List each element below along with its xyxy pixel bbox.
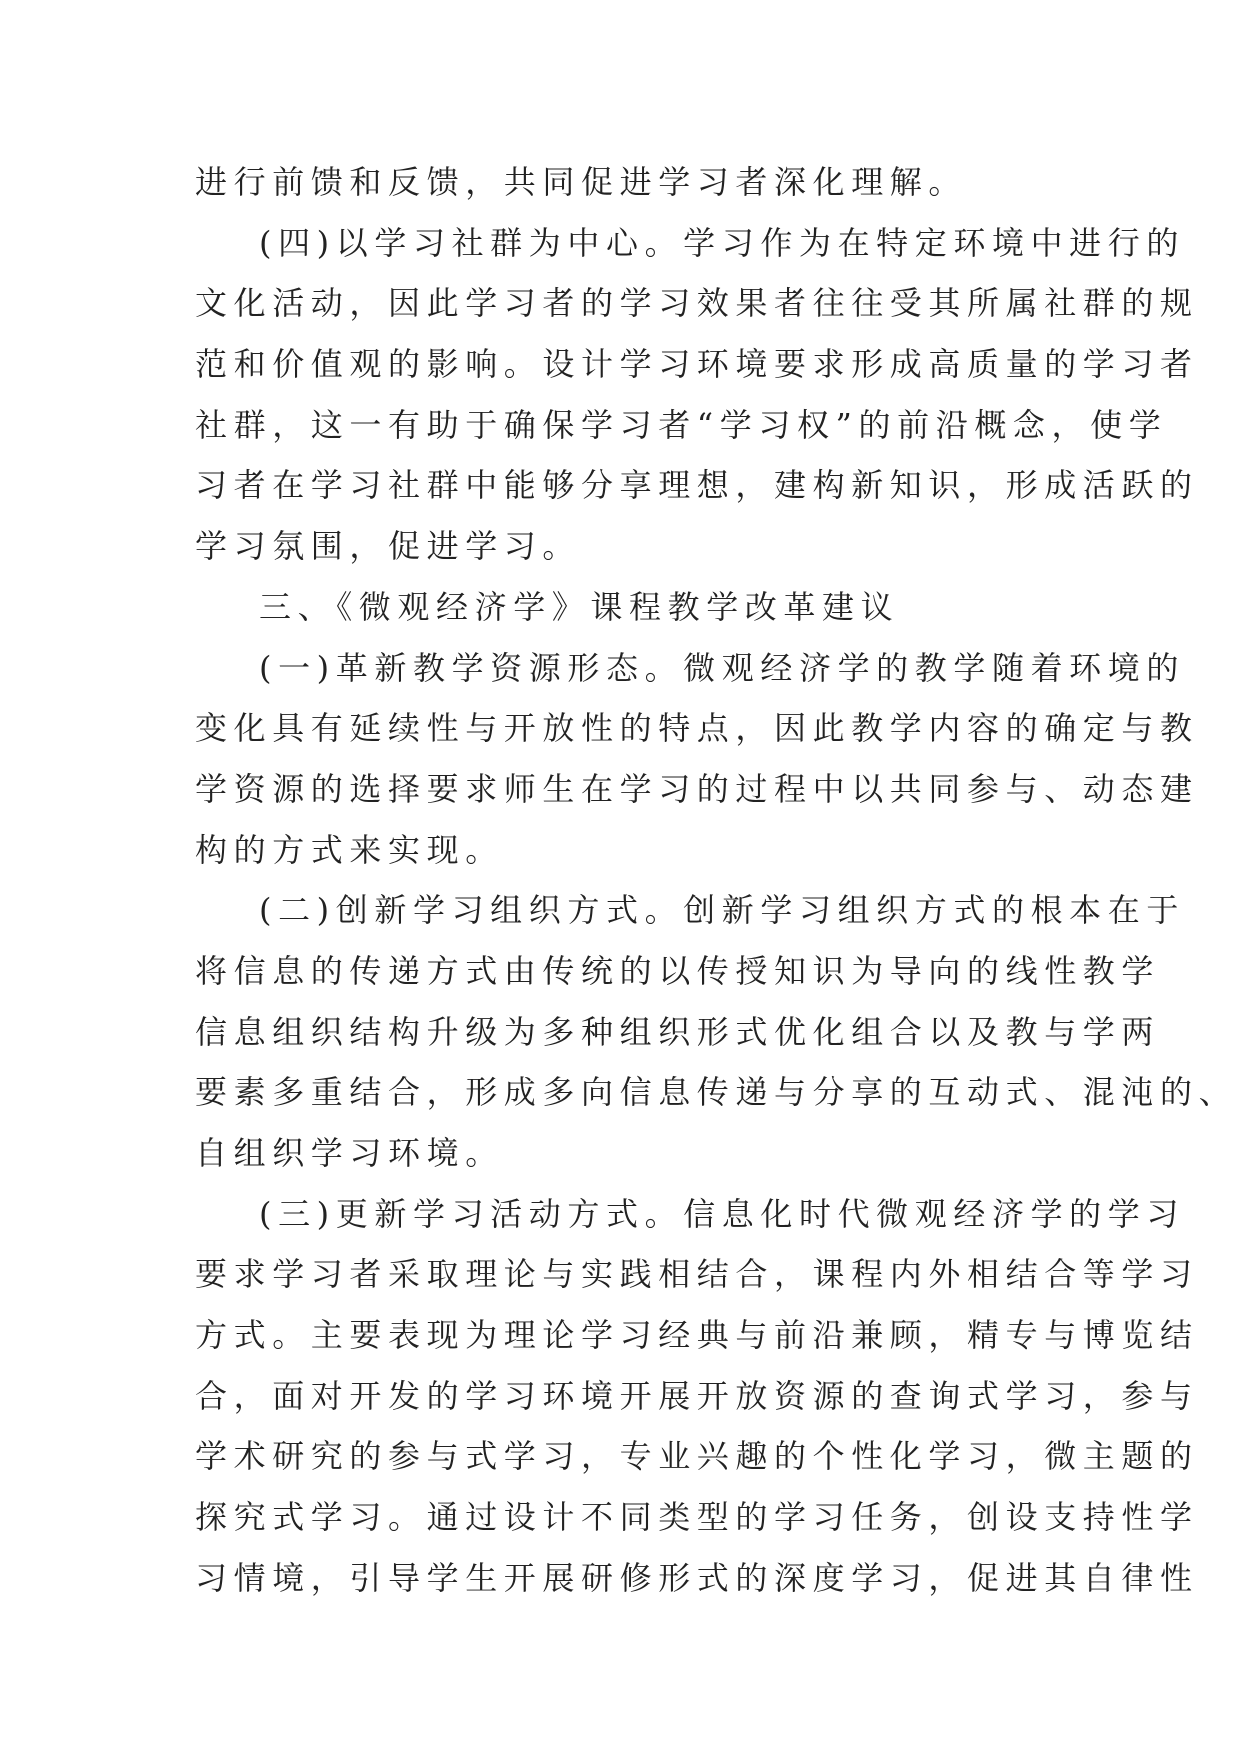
text-line: 要求学习者采取理论与实践相结合，课程内外相结合等学习 (195, 1255, 1199, 1294)
body-text (195, 152, 1238, 1609)
text-line: 进行前馈和反馈，共同促进学习者深化理解。 (195, 163, 968, 201)
text-line: 要素多重结合，形成多向信息传递与分享的互动式、混沌的、 (195, 1073, 1238, 1112)
text-line: 社群，这一有助于确保学习者“学习权”的前沿概念，使学 (195, 405, 1168, 444)
text-line: 变化具有延续性与开放性的特点，因此教学内容的确定与教 (195, 709, 1199, 748)
paragraph-start-line: (一)革新教学资源形态。微观经济学的教学随着环境的 (259, 648, 1185, 687)
text-line: 合，面对开发的学习环境开展开放资源的查询式学习，参与 (195, 1376, 1199, 1415)
text-line: 将信息的传递方式由传统的以传授知识为导向的线性教学 (195, 951, 1161, 990)
paragraph-start-line: (四)以学习社群为中心。学习作为在特定环境中进行的 (259, 223, 1185, 262)
text-line: 信息组织结构升级为多种组织形式优化组合以及教与学两 (195, 1012, 1161, 1051)
text-line: 文化活动，因此学习者的学习效果者往往受其所属社群的规 (195, 284, 1199, 323)
text-line: 学资源的选择要求师生在学习的过程中以共同参与、动态建 (195, 769, 1199, 808)
section-heading: 三、《微观经济学》课程教学改革建议 (259, 587, 900, 626)
paragraph-start-line: (三)更新学习活动方式。信息化时代微观经济学的学习 (259, 1194, 1185, 1233)
text-line: 构的方式来实现。 (195, 830, 504, 869)
text-line: 习情境，引导学生开展研修形式的深度学习，促进其自律性 (195, 1558, 1199, 1597)
text-line: 学习氛围，促进学习。 (195, 527, 582, 566)
text-line: 探究式学习。通过设计不同类型的学习任务，创设支持性学 (195, 1498, 1199, 1537)
text-line: 自组织学习环境。 (195, 1134, 504, 1172)
paragraph-start-line: (二)创新学习组织方式。创新学习组织方式的根本在于 (259, 891, 1185, 930)
text-line: 方式。主要表现为理论学习经典与前沿兼顾，精专与博览结 (195, 1316, 1199, 1355)
text-line: 范和价值观的影响。设计学习环境要求形成高质量的学习者 (195, 345, 1199, 384)
text-line: 习者在学习社群中能够分享理想，建构新知识，形成活跃的 (195, 466, 1199, 505)
text-line: 学术研究的参与式学习，专业兴趣的个性化学习，微主题的 (195, 1437, 1199, 1476)
